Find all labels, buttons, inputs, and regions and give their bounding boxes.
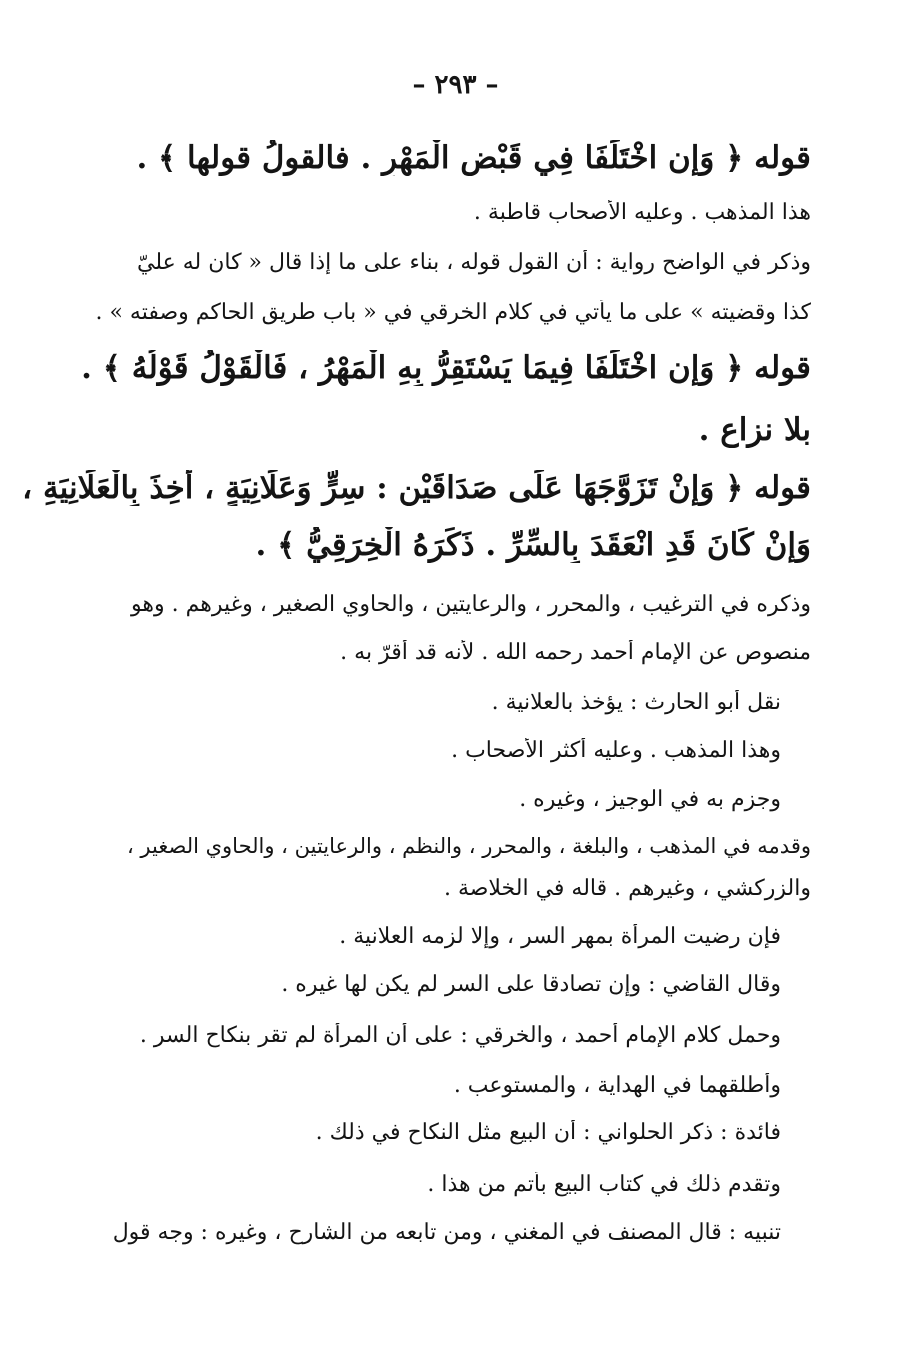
text-line-16: فإن رضيت المرأة بمهر السر ، وإلا لزمه العلانية . <box>339 924 781 949</box>
page-number: – ٢٩٣ – <box>412 70 499 100</box>
text-line-6: بلا نزاع . <box>698 412 811 448</box>
text-line-22: قال المصنف في المغني ، ومن تابعه من الشارح ، وغيره : وجه قول <box>112 1220 722 1245</box>
faida-line <box>316 1120 781 1145</box>
text-line-4: كذا وقضيته » على ما يأتي في كلام الخرقي في « باب طريق الحاكم وصفته » . <box>95 300 811 325</box>
text-line-21: وتقدم ذلك في كتاب البيع بأتم من هذا . <box>427 1172 781 1197</box>
text-line-7: قوله ﴿ وَإِنْ تَزَوَّجَهَا عَلَى صَدَاقَيْنِ : سِرٍّ وَعَلَانِيَةٍ ، أُخِذَ بِالْعَلَانِيَةِ ، <box>22 470 811 506</box>
faida-label: فائدة : <box>720 1120 781 1145</box>
text-line-9: وذكره في الترغيب ، والمحرر ، والرعايتين ، والحاوي الصغير ، وغيرهم . وهو <box>131 592 811 617</box>
text-line-20: ذكر الحلواني : أن البيع مثل النكاح في ذلك . <box>315 1120 714 1145</box>
tanbih-label: تنبيه : <box>728 1220 781 1245</box>
text-line-3: وذكر في الواضح رواية : أن القول قوله ، بناء على ما إذا قال « كان له عليّ <box>137 250 811 275</box>
text-line-5: قوله ﴿ وَإِن اخْتَلَفَا فِيمَا يَسْتَقِرُّ بِهِ الْمَهْرُ ، فَالْقَوْلُ قَوْلُهُ ﴾ . <box>81 350 811 386</box>
text-line-12: وهذا المذهب . وعليه أكثر الأصحاب . <box>451 738 781 763</box>
text-line-17: وقال القاضي : وإن تصادقا على السر لم يكن لها غيره . <box>281 972 781 997</box>
text-line-8: وَإِنْ كَانَ قَدِ انْعَقَدَ بِالسِّرِّ . ذَكَرَهُ الْخِرَقِيُّ ﴾ . <box>255 527 811 563</box>
text-line-15: والزركشي ، وغيرهم . قاله في الخلاصة . <box>443 876 811 901</box>
text-line-11: نقل أبو الحارث : يؤخذ بالعلانية . <box>491 690 781 715</box>
text-line-2: هذا المذهب . وعليه الأصحاب قاطبة . <box>473 200 811 225</box>
text-line-14: وقدمه في المذهب ، والبلغة ، والمحرر ، والنظم ، والرعايتين ، والحاوي الصغير ، <box>126 834 811 858</box>
text-line-10: منصوص عن الإمام أحمد رحمه الله . لأنه قد أقرّ به . <box>340 640 811 665</box>
tanbih-line <box>113 1220 781 1245</box>
text-line-18: وحمل كلام الإمام أحمد ، والخرقي : على أن المرأة لم تقر بنكاح السر . <box>139 1023 781 1048</box>
text-line-1: قوله ﴿ وَإِن اخْتَلَفَا فِي قَبْضِ الْمَهْرِ . فالقولُ قولها ﴾ . <box>136 140 811 176</box>
text-line-13: وجزم به في الوجيز ، وغيره . <box>519 787 781 812</box>
text-line-19: وأطلقهما في الهداية ، والمستوعب . <box>453 1073 781 1098</box>
